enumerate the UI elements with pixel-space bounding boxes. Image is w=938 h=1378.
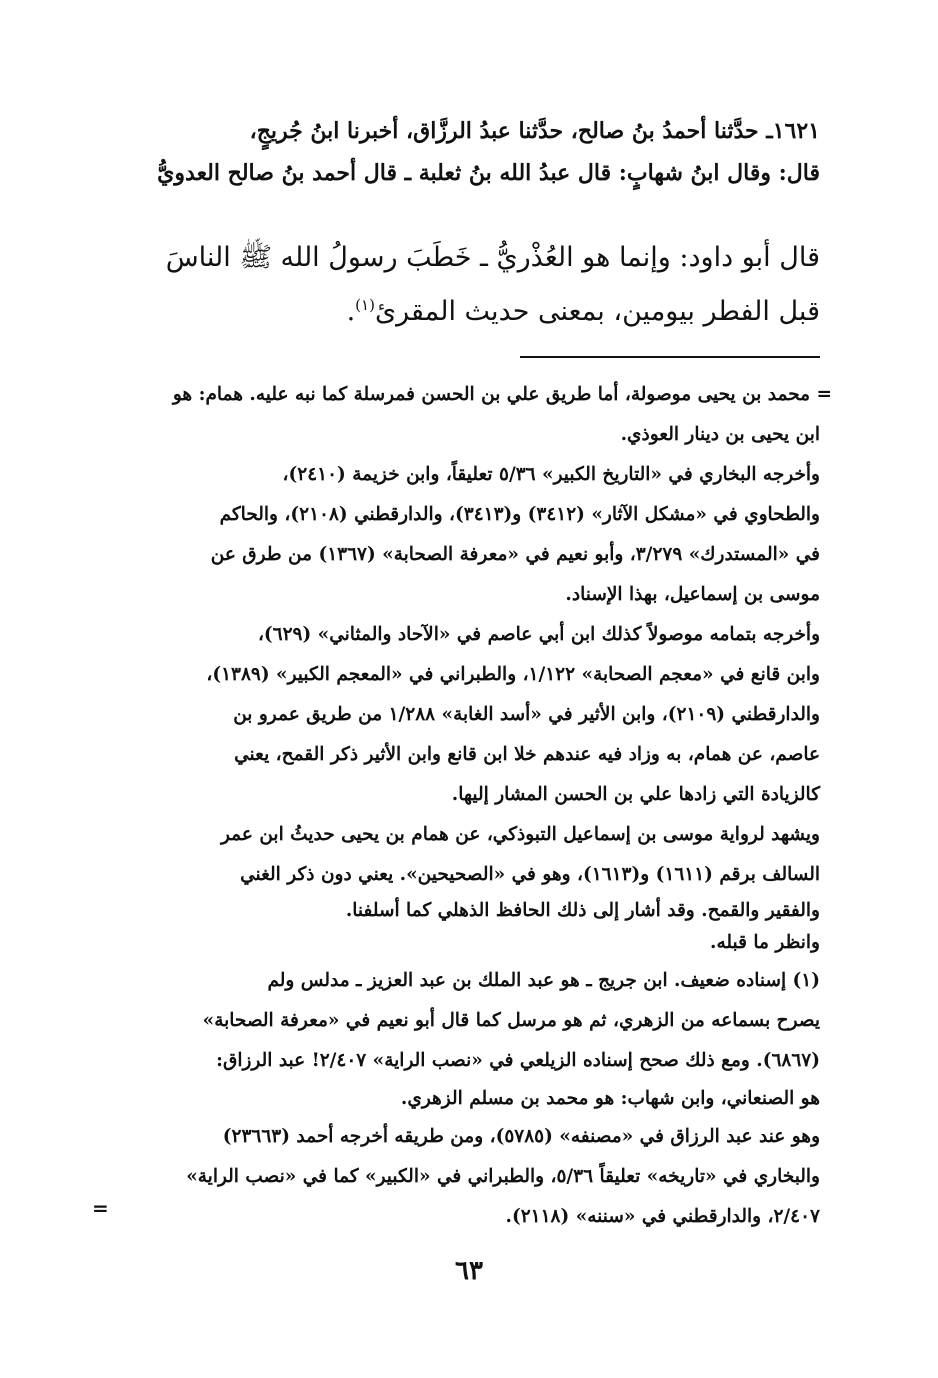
footnote-line: (٦٨٦٧). ومع ذلك صحح إسناده الزيلعي في «نصب الراية» ٢/٤٠٧! عبد الرزاق:: [216, 1050, 820, 1071]
footnote-line: وابن قانع في «معجم الصحابة» ١/١٢٢، والطبراني في «المعجم الكبير» (١٣٨٩)،: [206, 664, 820, 685]
footnote-line: ويشهد لرواية موسى بن إسماعيل التبوذكي، عن همام بن يحيى حديثُ ابن عمر: [220, 824, 820, 845]
continuation-mark: =: [92, 1196, 109, 1220]
footnote-line: عاصم، عن همام، به وزاد فيه عندهم خلا ابن قانع وابن الأثير ذكر القمح، يعني: [234, 744, 820, 765]
footnote-line: (١) إسناده ضعيف. ابن جريج ـ هو عبد الملك بن عبد العزيز ـ مدلس ولم: [267, 970, 820, 991]
footnote-line: وانظر ما قبله.: [710, 932, 820, 953]
footnote-line: ابن يحيى بن دينار العوذي.: [620, 424, 820, 445]
footnote-line: هو الصنعاني، وابن شهاب: هو محمد بن مسلم الزهري.: [400, 1088, 820, 1109]
footnote-line: والبخاري في «تاريخه» تعليقاً ٥/٣٦، والطبراني في «الكبير» كما في «نصب الراية»: [186, 1166, 820, 1187]
footnote-line: والدارقطني (٢١٠٩)، وابن الأثير في «أسد الغابة» ١/٢٨٨ من طريق عمرو بن: [233, 704, 820, 725]
abu-dawud-line-2-text: قبل الفطر بيومين، بمعنى حديث المقرئ: [374, 296, 820, 327]
footnote-line: في «المستدرك» ٣/٢٧٩، وأبو نعيم في «معرفة الصحابة» (١٣٦٧) من طرق عن: [210, 544, 820, 565]
hadith-line-2: قال: وقال ابنُ شهابٍ: قال عبدُ الله بنُ ثعلبة ـ قال أحمد بنُ صالح العدويُّ: [157, 160, 820, 186]
footnote-line: السالف برقم (١٦١١) و(١٦١٣)، وهو في «الصحيحين». يعني دون ذكر الغني: [240, 864, 820, 885]
abu-dawud-line-1: قال أبو داود: وإنما هو العُذْريُّ ـ خَطَبَ رسولُ الله ﷺ الناسَ: [165, 242, 820, 273]
footnote-line: وأخرجه البخاري في «التاريخ الكبير» ٥/٣٦ تعليقاً، وابن خزيمة (٢٤١٠)،: [282, 464, 820, 485]
footnote-line: والفقير والقمح. وقد أشار إلى ذلك الحافظ الذهلي كما أسلفنا.: [345, 900, 820, 921]
footnote-line: موسى بن إسماعيل، بهذا الإسناد.: [565, 584, 820, 605]
footnote-line: = محمد بن يحيى موصولة، أما طريق علي بن الحسن فمرسلة كما نبه عليه. همام: هو: [172, 384, 832, 405]
footnote-line: والطحاوي في «مشكل الآثار» (٣٤١٢) و(٣٤١٣)، والدارقطني (٢١٠٨)، والحاكم: [219, 504, 820, 525]
footnote-line: يصرح بسماعه من الزهري، ثم هو مرسل كما قال أبو نعيم في «معرفة الصحابة»: [202, 1010, 820, 1031]
abu-dawud-line-2-end: .: [346, 296, 356, 327]
footnote-line: وأخرجه بتمامه موصولاً كذلك ابن أبي عاصم في «الآحاد والمثاني» (٦٢٩)،: [257, 624, 820, 645]
hadith-line-1: ١٦٢١ـ حدَّثنا أحمدُ بنُ صالح، حدَّثنا عبدُ الرزَّاق، أخبرنا ابنُ جُريجٍ،: [249, 118, 820, 144]
footnote-line: ٢/٤٠٧، والدارقطني في «سننه» (٢١١٨).: [505, 1206, 820, 1227]
footnote-line: كالزيادة التي زادها علي بن الحسن المشار إليها.: [451, 784, 820, 805]
page-number: ٦٣: [455, 1256, 483, 1286]
abu-dawud-line-2: [347, 296, 820, 327]
footnote-line: وهو عند عبد الرزاق في «مصنفه» (٥٧٨٥)، ومن طريقه أخرجه أحمد (٢٣٦٦٣): [222, 1126, 820, 1147]
footnote-reference: (١): [355, 296, 375, 314]
footnote-separator: [520, 356, 820, 358]
